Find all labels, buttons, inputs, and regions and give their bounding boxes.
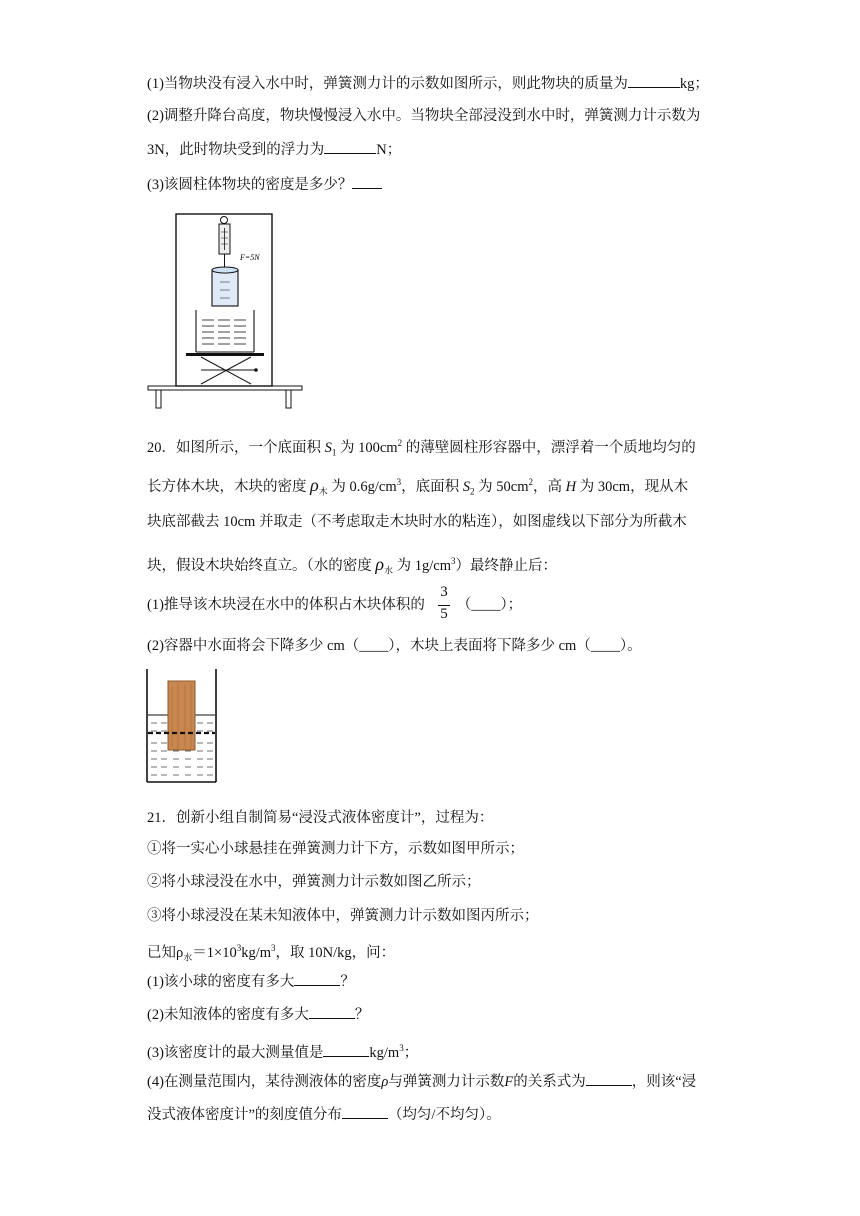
q21-title: 21．创新小组自制简易“浸没式液体密度计”，过程为： xyxy=(147,810,494,826)
answer-blank[interactable] xyxy=(294,971,340,986)
q21-step2: ②将小球浸没在水中，弹簧测力计示数如图乙所示； xyxy=(147,874,481,890)
q20-line2: 长方体木块，木块的密度 $\rho_木$ 为 $0.6g/cm^3$，底面积 $S_2$ 为 $50cm^2$，高 H 为 30cm，现从木 xyxy=(147,474,689,497)
q21-step1: ①将一实心小球悬挂在弹簧测力计下方，示数如图甲所示； xyxy=(147,841,524,857)
q21-step3: ③将小球浸没在某未知液体中，弹簧测力计示数如图丙所示； xyxy=(147,908,539,924)
answer-blank[interactable] xyxy=(324,139,376,154)
answer-blank[interactable] xyxy=(586,1071,632,1086)
wood-block-container-figure xyxy=(145,667,220,785)
q19-part2-cont: 3N，此时物块受到的浮力为 N； xyxy=(147,139,401,160)
force-label: F=5N xyxy=(240,253,260,262)
q19-part3: (3)该圆柱体物块的密度是多少？ xyxy=(147,174,382,195)
fraction-numerator: 3 xyxy=(440,584,448,600)
q21-part1: (1)该小球的密度有多大 ？ xyxy=(147,971,355,992)
q20-line4: 块，假设木块始终直立。（水的密度 $\rho_水$ 为 $1g/cm^3$）最终静止后： xyxy=(147,553,558,576)
q20-part2: (2)容器中水面将会下降多少 cm（____），木块上表面将下降多少 cm（____）。 xyxy=(147,638,642,654)
q21-part2: (2)未知液体的密度有多大 ？ xyxy=(147,1004,369,1025)
q20-line3: 块底部截去 10cm 并取走（不考虑取走木块时水的粘连），如图虚线以下部分为所截木 xyxy=(147,514,687,530)
q21-part4-cont: 没式液体密度计”的刻度值分布 （均匀/不均匀）。 xyxy=(147,1104,501,1125)
answer-blank[interactable] xyxy=(323,1042,369,1057)
q20-line1: 20．如图所示，一个底面积 $S_1$ 为 $100cm^2$ 的薄壁圆柱形容器中，漂浮着一个质地均匀的 xyxy=(147,438,696,458)
q21-known: 已知$\rho_水=1\times 10^3kg/m^3$，取 10N/kg，问： xyxy=(147,943,396,963)
q19-part1: (1)当物块没有浸入水中时，弹簧测力计的示数如图所示，则此物块的质量为 kg； xyxy=(147,73,709,94)
q19-part2: (2)调整升降台高度，物块慢慢浸入水中。当物块全部浸没到水中时，弹簧测力计示数为 xyxy=(147,108,701,124)
q21-part4: (4)在测量范围内，某待测液体的密度ρ与弹簧测力计示数F的关系式为 ，则该“浸 xyxy=(147,1071,696,1092)
lift-platform-figure xyxy=(146,212,306,412)
answer-blank[interactable] xyxy=(342,1104,388,1119)
q20-part1: (1)推导该木块浸在水中的体积占木块体积的 （____）； xyxy=(147,597,523,613)
answer-blank[interactable] xyxy=(352,174,382,189)
fraction-denominator: 5 xyxy=(440,606,448,622)
q21-part3: (3)该密度计的最大测量值是 $kg/m^3$； xyxy=(147,1043,419,1061)
answer-blank[interactable] xyxy=(628,73,680,88)
answer-blank[interactable] xyxy=(309,1004,355,1019)
